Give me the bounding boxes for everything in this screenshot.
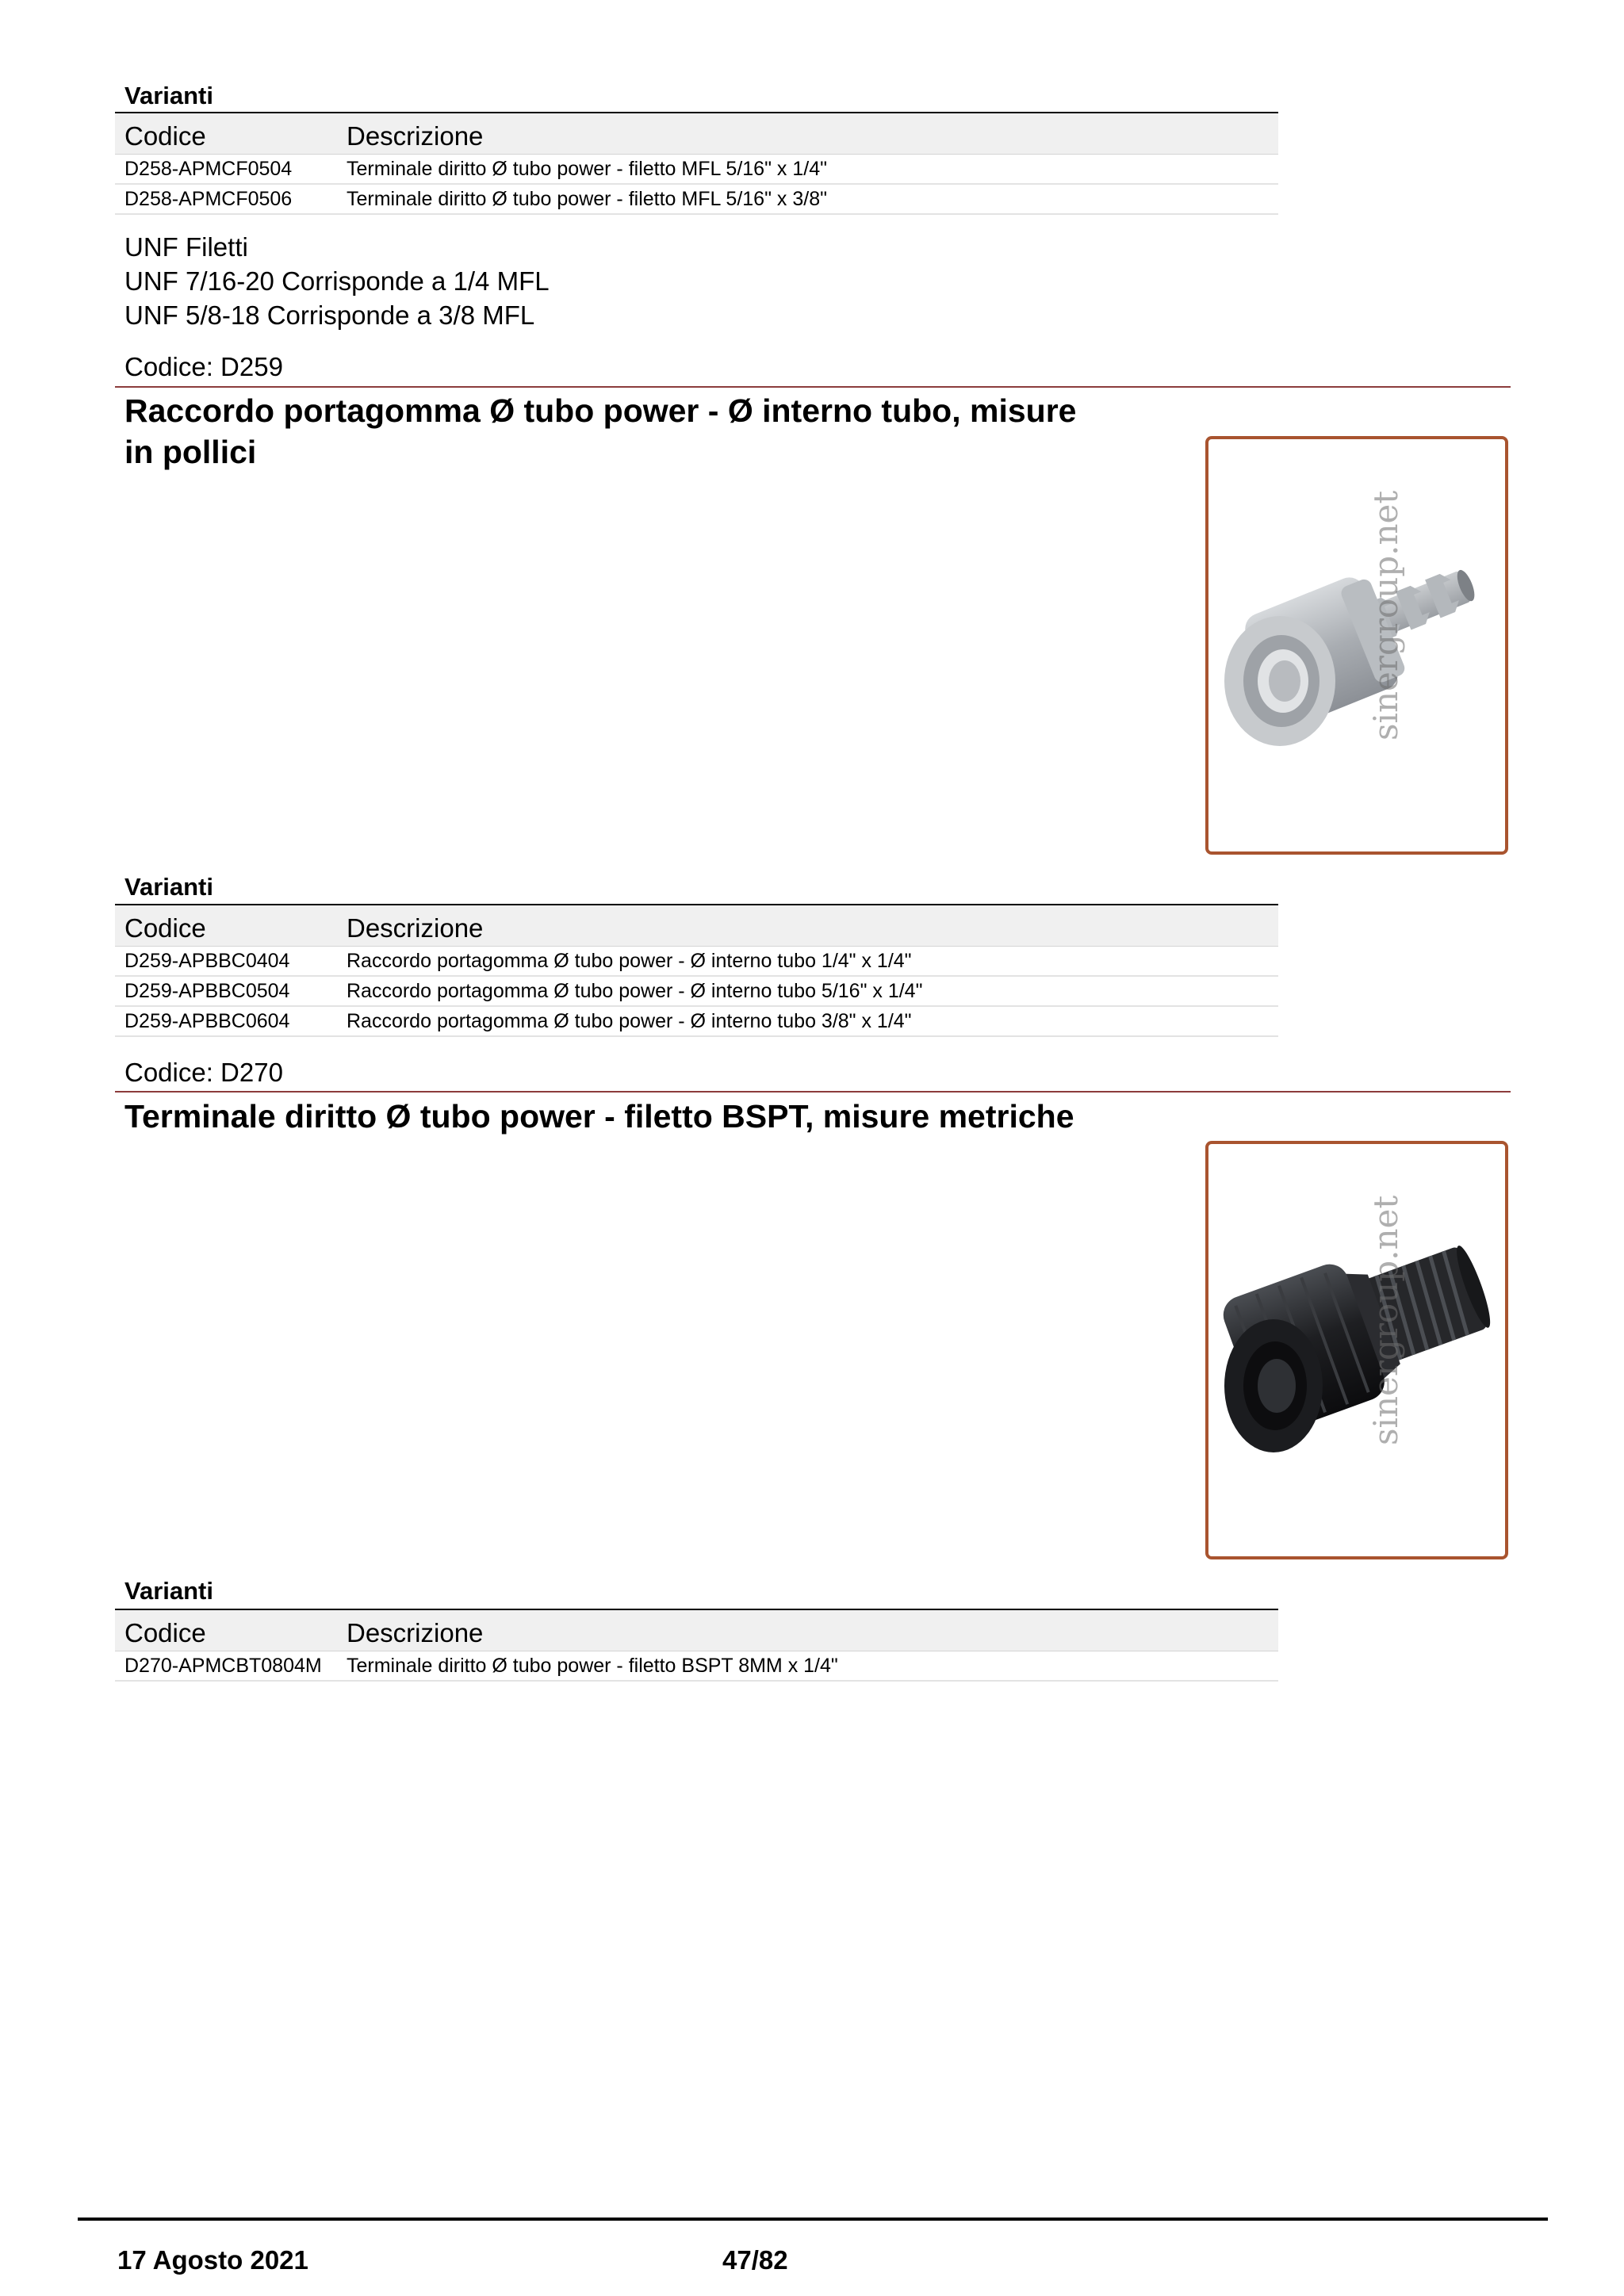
watermark-text: sinergroup.net	[1366, 490, 1405, 740]
product-code: Codice: D259	[124, 352, 283, 381]
table-row	[115, 155, 1278, 185]
column-header-description: Descrizione	[347, 121, 484, 151]
varianti-title: Varianti	[124, 873, 213, 901]
variant-description: Terminale diritto Ø tubo power - filetto MFL 5/16" x 3/8"	[347, 187, 827, 210]
thread-note: UNF 5/8-18 Corrisponde a 3/8 MFL	[124, 300, 535, 330]
table-row	[115, 185, 1278, 215]
product-code: Codice: D270	[124, 1058, 283, 1087]
variants-table	[115, 112, 1278, 215]
product-title	[124, 390, 1139, 473]
column-header-code: Codice	[124, 1618, 206, 1647]
varianti-title: Varianti	[124, 1577, 213, 1605]
table-row	[115, 947, 1278, 977]
thread-note: UNF Filetti	[124, 232, 248, 262]
table-header	[115, 113, 1278, 155]
table-row	[115, 977, 1278, 1007]
footer-date: 17 Agosto 2021	[117, 2245, 308, 2275]
table-header	[115, 1610, 1278, 1651]
section-divider	[115, 386, 1511, 388]
variant-code: D258-APMCF0506	[124, 187, 293, 210]
variant-description: Raccordo portagomma Ø tubo power - Ø interno tubo 5/16" x 1/4"	[347, 979, 923, 1002]
section-divider	[115, 1091, 1511, 1093]
table-header	[115, 905, 1278, 947]
product-title-line: Raccordo portagomma Ø tubo power - Ø interno tubo, misure	[124, 392, 1077, 429]
variant-code: D270-APMCBT0804M	[124, 1654, 322, 1677]
variant-code: D259-APBBC0504	[124, 979, 290, 1002]
table-row	[115, 1007, 1278, 1037]
product-title-line: in pollici	[124, 434, 257, 470]
product-title: Terminale diritto Ø tubo power - filetto BSPT, misure metriche	[124, 1098, 1074, 1135]
variant-code: D259-APBBC0404	[124, 949, 290, 972]
watermark-text: sinergroup.net	[1366, 1195, 1405, 1445]
product-image-black-bspt-fitting	[1205, 1141, 1508, 1559]
thread-note: UNF 7/16-20 Corrisponde a 1/4 MFL	[124, 266, 550, 296]
variants-table	[115, 1609, 1278, 1682]
product-image-grey-hose-barb-fitting	[1205, 436, 1508, 855]
variant-description: Terminale diritto Ø tubo power - filetto MFL 5/16" x 1/4"	[347, 157, 827, 180]
page-number: 47/82	[722, 2245, 788, 2275]
table-row	[115, 1651, 1278, 1682]
column-header-code: Codice	[124, 121, 206, 151]
variants-table	[115, 904, 1278, 1037]
variant-description: Raccordo portagomma Ø tubo power - Ø interno tubo 1/4" x 1/4"	[347, 949, 912, 972]
column-header-description: Descrizione	[347, 913, 484, 943]
variant-description: Terminale diritto Ø tubo power - filetto BSPT 8MM x 1/4"	[347, 1654, 838, 1677]
varianti-title: Varianti	[124, 82, 213, 109]
column-header-code: Codice	[124, 913, 206, 943]
variant-code: D258-APMCF0504	[124, 157, 293, 180]
column-header-description: Descrizione	[347, 1618, 484, 1647]
variant-description: Raccordo portagomma Ø tubo power - Ø interno tubo 3/8" x 1/4"	[347, 1009, 912, 1032]
variant-code: D259-APBBC0604	[124, 1009, 290, 1032]
footer-divider	[78, 2218, 1548, 2221]
